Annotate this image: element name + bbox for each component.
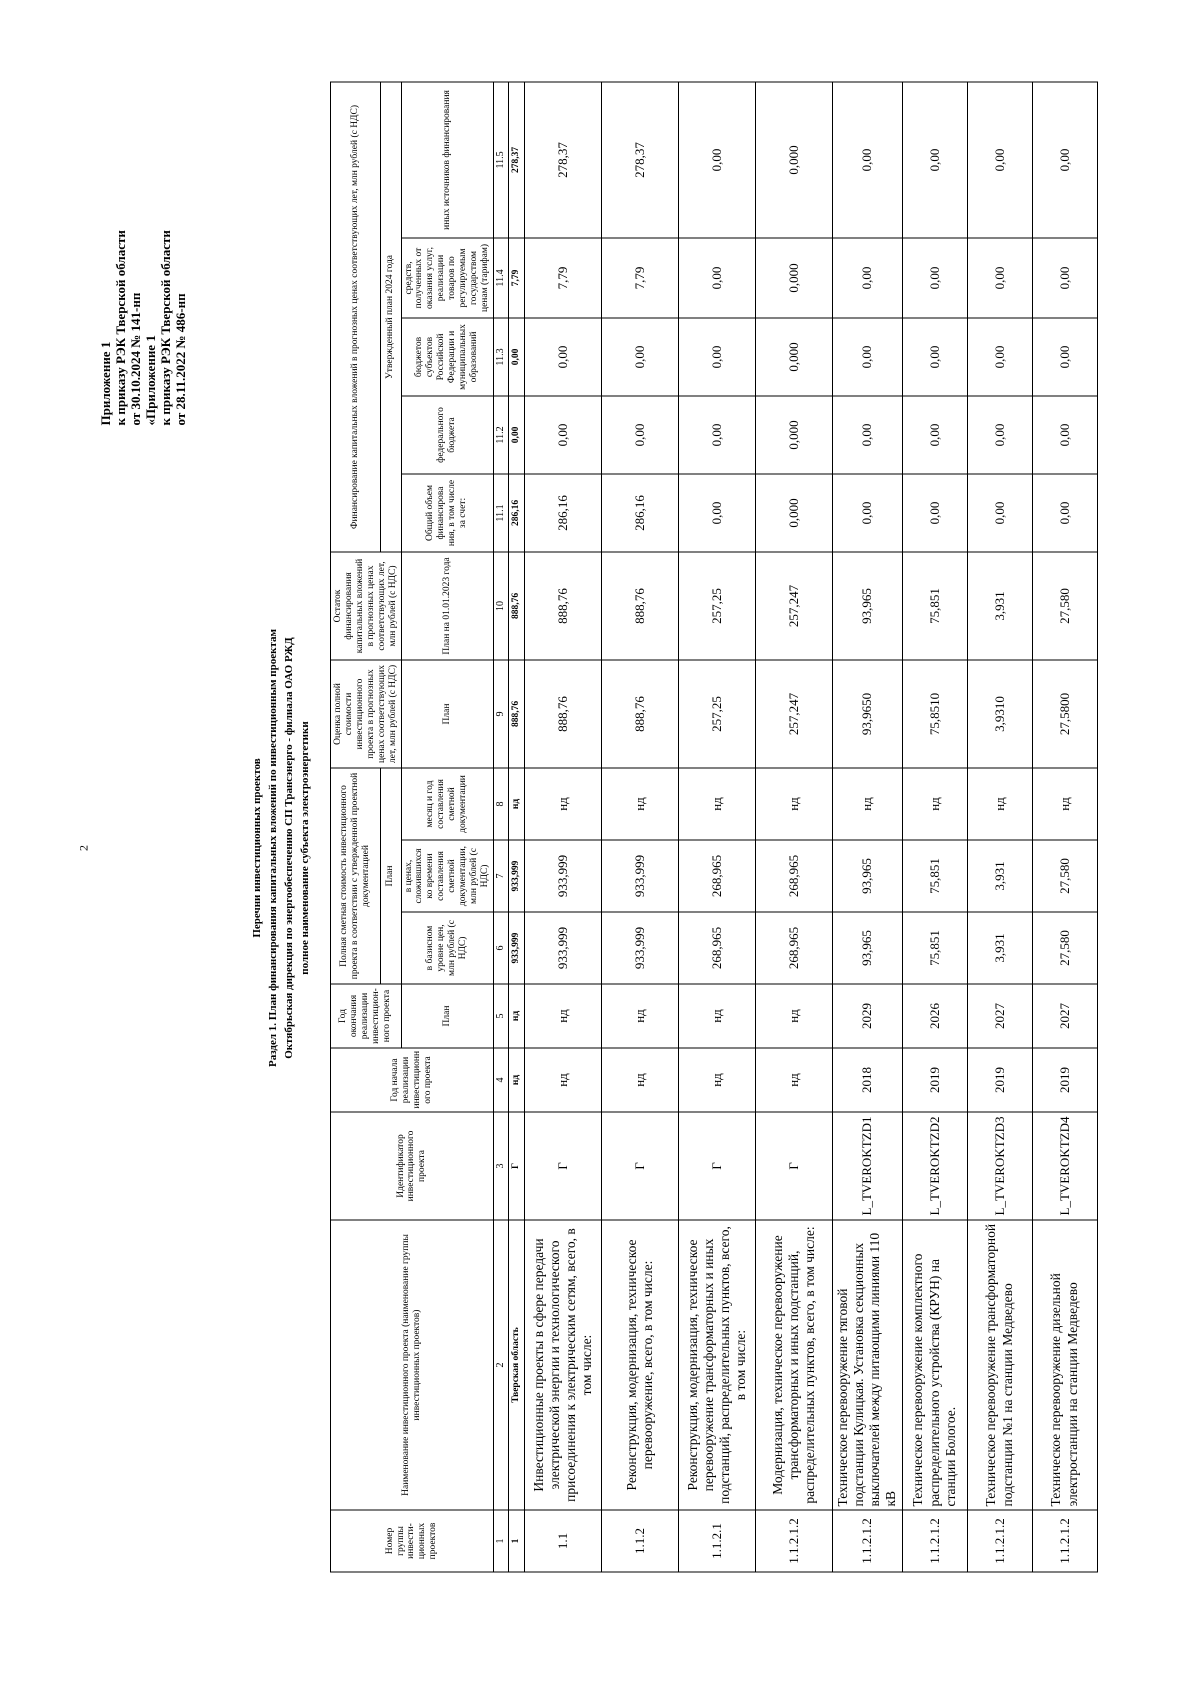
column-number: 10	[493, 552, 508, 660]
cell-id: L_TVEROKTZD2	[902, 1112, 967, 1220]
cell-name: Реконструкция, модернизация, техническое перевооружение трансформаторных и иных подстанций, распределительных пунктов, всего, в том числе:	[678, 1220, 755, 1510]
cell-regional: 0,00	[524, 318, 601, 396]
cell-federal: 0,00	[902, 396, 967, 474]
cell-total: 0,00	[832, 474, 902, 552]
investment-table	[330, 81, 1098, 1572]
cell-balance: 888,76	[524, 552, 601, 660]
cell-regional: 0,00	[1032, 318, 1097, 396]
header-regional: бюджетов субъектов Российской Федерации и муниципальных образований	[401, 318, 493, 396]
cell-own: 7,79	[601, 238, 678, 318]
region-federal: 0,00	[508, 396, 524, 474]
cell-federal: 0,00	[524, 396, 601, 474]
cell-balance: 257,247	[755, 552, 832, 660]
header-cost-estimate: Оценка полной стоимости инвестиционного проекта в прогнозных ценах соответствующих лет, млн рублей (с НДС)	[331, 660, 402, 768]
table-row	[832, 82, 902, 1572]
cell-id: Г	[755, 1112, 832, 1220]
header-project-name: Наименование инвестиционного проекта (наименование группы инвестиционных проектов)	[331, 1220, 494, 1510]
cell-end: 2027	[967, 984, 1032, 1048]
cell-end: нд	[524, 984, 601, 1048]
column-number: 11.2	[493, 396, 508, 474]
header-total-volume: Общий объем финансирова ния, в том числе за счет:	[401, 474, 493, 552]
cell-current: 268,965	[755, 840, 832, 912]
appendix-block	[99, 96, 189, 426]
cell-federal: 0,000	[755, 396, 832, 474]
cell-end: 2027	[1032, 984, 1097, 1048]
header-base-prices: в базисном уровне цен, млн рублей (с НДС)	[401, 912, 493, 984]
cell-total: 286,16	[524, 474, 601, 552]
cell-name: Техническое перевооружение трансформаторной подстанции №1 на станции Медведево	[967, 1220, 1032, 1510]
region-regional: 0,00	[508, 318, 524, 396]
column-number: 7	[493, 840, 508, 912]
cell-id: Г	[678, 1112, 755, 1220]
appendix-order-original: к приказу РЭК Тверской области	[157, 230, 173, 426]
cell-num: 1.1.2.1.2	[1032, 1510, 1097, 1572]
cell-current: 93,965	[832, 840, 902, 912]
column-number: 11.5	[493, 82, 508, 238]
region-num: 1	[508, 1510, 524, 1572]
cell-balance: 3,931	[967, 552, 1032, 660]
cell-end: нд	[755, 984, 832, 1048]
cell-estimate: 3,9310	[967, 660, 1032, 768]
cell-other: 0,000	[755, 82, 832, 238]
column-number: 9	[493, 660, 508, 768]
cell-own: 0,00	[1032, 238, 1097, 318]
region-balance: 888,76	[508, 552, 524, 660]
cell-base: 268,965	[678, 912, 755, 984]
cell-estimate: 888,76	[601, 660, 678, 768]
rotated-sheet	[75, 76, 1125, 1621]
page-number: 2	[76, 845, 91, 851]
appendix-date: от 30.10.2024 № 141-нп	[127, 292, 143, 426]
cell-other: 0,00	[1032, 82, 1097, 238]
cell-base: 75,851	[902, 912, 967, 984]
cell-date: нд	[755, 768, 832, 840]
cell-end: нд	[678, 984, 755, 1048]
region-id: Г	[508, 1112, 524, 1220]
header-federal: федерального бюджета	[401, 396, 493, 474]
cell-other: 0,00	[678, 82, 755, 238]
cell-regional: 0,00	[832, 318, 902, 396]
cell-current: 3,931	[967, 840, 1032, 912]
cell-start: нд	[601, 1048, 678, 1112]
table-row	[1032, 82, 1097, 1572]
cell-own: 0,00	[678, 238, 755, 318]
column-number: 11.3	[493, 318, 508, 396]
cell-own: 0,00	[967, 238, 1032, 318]
region-current: 933,999	[508, 840, 524, 912]
cell-base: 933,999	[601, 912, 678, 984]
cell-other: 278,37	[524, 82, 601, 238]
cell-balance: 27,580	[1032, 552, 1097, 660]
cell-federal: 0,00	[601, 396, 678, 474]
header-financing: Финансирование капитальных вложений в прогнозных ценах соответствующих лет, млн рублей (с НДС)	[331, 82, 381, 552]
cell-start: 2019	[902, 1048, 967, 1112]
cell-base: 3,931	[967, 912, 1032, 984]
header-full-cost-plan: План	[380, 768, 401, 984]
cell-estimate: 27,5800	[1032, 660, 1097, 768]
cell-balance: 888,76	[601, 552, 678, 660]
header-current-prices: в ценах, сложившихся ко времени составления сметной документации, млн рублей (с НДС)	[401, 840, 493, 912]
cell-own: 0,00	[832, 238, 902, 318]
header-group-number: Номер группы инвести-ционных проектов	[331, 1510, 494, 1572]
cell-date: нд	[601, 768, 678, 840]
cell-end: нд	[601, 984, 678, 1048]
header-own-funds: средств, полученных от оказания услуг, реализации товаров по регулируемым государством ценам (тарифам)	[401, 238, 493, 318]
column-number: 4	[493, 1048, 508, 1112]
cell-name: Техническое перевооружение дизельной электростанции на станции Медведево	[1032, 1220, 1097, 1510]
cell-start: 2018	[832, 1048, 902, 1112]
header-approved-plan: Утвержденный план 2024 года	[380, 82, 401, 552]
cell-start: 2019	[1032, 1048, 1097, 1112]
cell-regional: 0,00	[902, 318, 967, 396]
cell-federal: 0,00	[1032, 396, 1097, 474]
cell-total: 0,00	[678, 474, 755, 552]
cell-other: 0,00	[967, 82, 1032, 238]
cell-num: 1.1.2.1.2	[902, 1510, 967, 1572]
cell-name: Техническое перевооружение комплектного распределительного устройства (КРУН) на станции Бологое.	[902, 1220, 967, 1510]
header-balance-plan: План на 01.01.2023 года	[401, 552, 493, 660]
region-other: 278,37	[508, 82, 524, 238]
cell-regional: 0,00	[601, 318, 678, 396]
cell-num: 1.1.2	[601, 1510, 678, 1572]
cell-total: 0,00	[967, 474, 1032, 552]
document-title: Перечни инвестиционных проектов	[251, 758, 263, 938]
region-total: 286,16	[508, 474, 524, 552]
appendix-title-original: «Приложение 1	[142, 335, 158, 426]
cell-federal: 0,00	[967, 396, 1032, 474]
cell-start: нд	[678, 1048, 755, 1112]
project-rows	[524, 82, 1097, 1572]
cell-base: 933,999	[524, 912, 601, 984]
cell-balance: 75,851	[902, 552, 967, 660]
cell-balance: 93,965	[832, 552, 902, 660]
region-row	[508, 82, 524, 1572]
column-number: 1	[493, 1510, 508, 1572]
cell-date: нд	[967, 768, 1032, 840]
cell-name: Модернизация, техническое перевооружение трансформаторных и иных подстанций, распределительных пунктов, всего, в том числе:	[755, 1220, 832, 1510]
cell-date: нд	[1032, 768, 1097, 840]
cell-id: L_TVEROKTZD1	[832, 1112, 902, 1220]
cell-other: 278,37	[601, 82, 678, 238]
table-row	[524, 82, 601, 1572]
table-row	[967, 82, 1032, 1572]
column-number: 6	[493, 912, 508, 984]
cell-end: 2029	[832, 984, 902, 1048]
cell-end: 2026	[902, 984, 967, 1048]
header-other-sources: иных источников финансирования	[401, 82, 493, 238]
table-row	[902, 82, 967, 1572]
cell-start: нд	[524, 1048, 601, 1112]
cell-total: 0,000	[755, 474, 832, 552]
header-balance: Остаток финансирования капитальных вложений в прогнозных ценах соответствующих лет, млн рублей (с НДС)	[331, 552, 402, 660]
entity-name: Октябрьская дирекция по энергообеспечению СП Трансэнерго - филиала ОАО РЖД	[282, 637, 295, 1059]
appendix-title: Приложение 1	[98, 341, 113, 426]
table-row	[755, 82, 832, 1572]
cell-name: Техническое перевооружение тяговой подстанции Кулицкая. Установка секционных выключателей между питающими линиями 110 кВ	[832, 1220, 902, 1510]
cell-federal: 0,00	[832, 396, 902, 474]
cell-estimate: 888,76	[524, 660, 601, 768]
section-title: Раздел 1. План финансирования капитальных вложений по инвестиционным проектам	[266, 628, 279, 1068]
column-number: 3	[493, 1112, 508, 1220]
column-number: 8	[493, 768, 508, 840]
cell-current: 75,851	[902, 840, 967, 912]
cell-other: 0,00	[832, 82, 902, 238]
cell-regional: 0,00	[967, 318, 1032, 396]
cell-estimate: 257,247	[755, 660, 832, 768]
table-row	[678, 82, 755, 1572]
cell-date: нд	[524, 768, 601, 840]
cell-own: 0,000	[755, 238, 832, 318]
column-number: 5	[493, 984, 508, 1048]
cell-id: L_TVEROKTZD4	[1032, 1112, 1097, 1220]
column-number-row	[493, 82, 508, 1572]
header-end-year-plan: План	[401, 984, 493, 1048]
cell-num: 1.1.2.1.2	[755, 1510, 832, 1572]
cell-own: 0,00	[902, 238, 967, 318]
cell-num: 1.1.2.1	[678, 1510, 755, 1572]
region-start: нд	[508, 1048, 524, 1112]
document-titles	[250, 76, 314, 1621]
column-number: 11.1	[493, 474, 508, 552]
cell-num: 1.1	[524, 1510, 601, 1572]
cell-id: Г	[524, 1112, 601, 1220]
cell-estimate: 93,9650	[832, 660, 902, 768]
header-estimate-date: месяц и год составления сметной документации	[401, 768, 493, 840]
cell-estimate: 75,8510	[902, 660, 967, 768]
cell-regional: 0,00	[678, 318, 755, 396]
region-name: Тверская область	[508, 1220, 524, 1510]
cell-other: 0,00	[902, 82, 967, 238]
cell-total: 286,16	[601, 474, 678, 552]
cell-total: 0,00	[902, 474, 967, 552]
cell-federal: 0,00	[678, 396, 755, 474]
table-row	[601, 82, 678, 1572]
header-cost-estimate-plan: План	[401, 660, 493, 768]
region-estimate: 888,76	[508, 660, 524, 768]
cell-estimate: 257,25	[678, 660, 755, 768]
header-start-year: Год начала реализации инвестиционн ого проекта	[331, 1048, 494, 1112]
cell-regional: 0,000	[755, 318, 832, 396]
cell-start: нд	[755, 1048, 832, 1112]
cell-id: L_TVEROKTZD3	[967, 1112, 1032, 1220]
cell-base: 268,965	[755, 912, 832, 984]
region-date: нд	[508, 768, 524, 840]
header-full-cost: Полная сметная стоимость инвестиционного проекта в соответствии с утвержденной проектной документацией	[331, 768, 381, 984]
header-end-year: Год окончания реализации инвестицион-ного проекта	[331, 984, 402, 1048]
cell-base: 93,965	[832, 912, 902, 984]
cell-total: 0,00	[1032, 474, 1097, 552]
cell-current: 933,999	[601, 840, 678, 912]
cell-date: нд	[678, 768, 755, 840]
cell-date: нд	[902, 768, 967, 840]
cell-current: 27,580	[1032, 840, 1097, 912]
cell-id: Г	[601, 1112, 678, 1220]
column-number: 2	[493, 1220, 508, 1510]
header-identifier: Идентификатор инвестиционного проекта	[331, 1112, 494, 1220]
region-own: 7,79	[508, 238, 524, 318]
cell-name: Реконструкция, модернизация, техническое перевооружение, всего, в том числе:	[601, 1220, 678, 1510]
cell-name: Инвестиционные проекты в сфере передачи электрической энергии и технологического присоединения к электрическим сетям, всего, в том числе:	[524, 1220, 601, 1510]
appendix-order: к приказу РЭК Тверской области	[112, 230, 128, 426]
cell-num: 1.1.2.1.2	[967, 1510, 1032, 1572]
appendix-date-original: от 28.11.2022 № 486-нп	[172, 293, 188, 426]
entity-caption: полное наименование субъекта электроэнергетики	[298, 721, 311, 975]
cell-current: 268,965	[678, 840, 755, 912]
cell-date: нд	[832, 768, 902, 840]
region-end: нд	[508, 984, 524, 1048]
cell-own: 7,79	[524, 238, 601, 318]
cell-balance: 257,25	[678, 552, 755, 660]
cell-base: 27,580	[1032, 912, 1097, 984]
cell-current: 933,999	[524, 840, 601, 912]
cell-num: 1.1.2.1.2	[832, 1510, 902, 1572]
region-base: 933,999	[508, 912, 524, 984]
cell-start: 2019	[967, 1048, 1032, 1112]
column-number: 11.4	[493, 238, 508, 318]
